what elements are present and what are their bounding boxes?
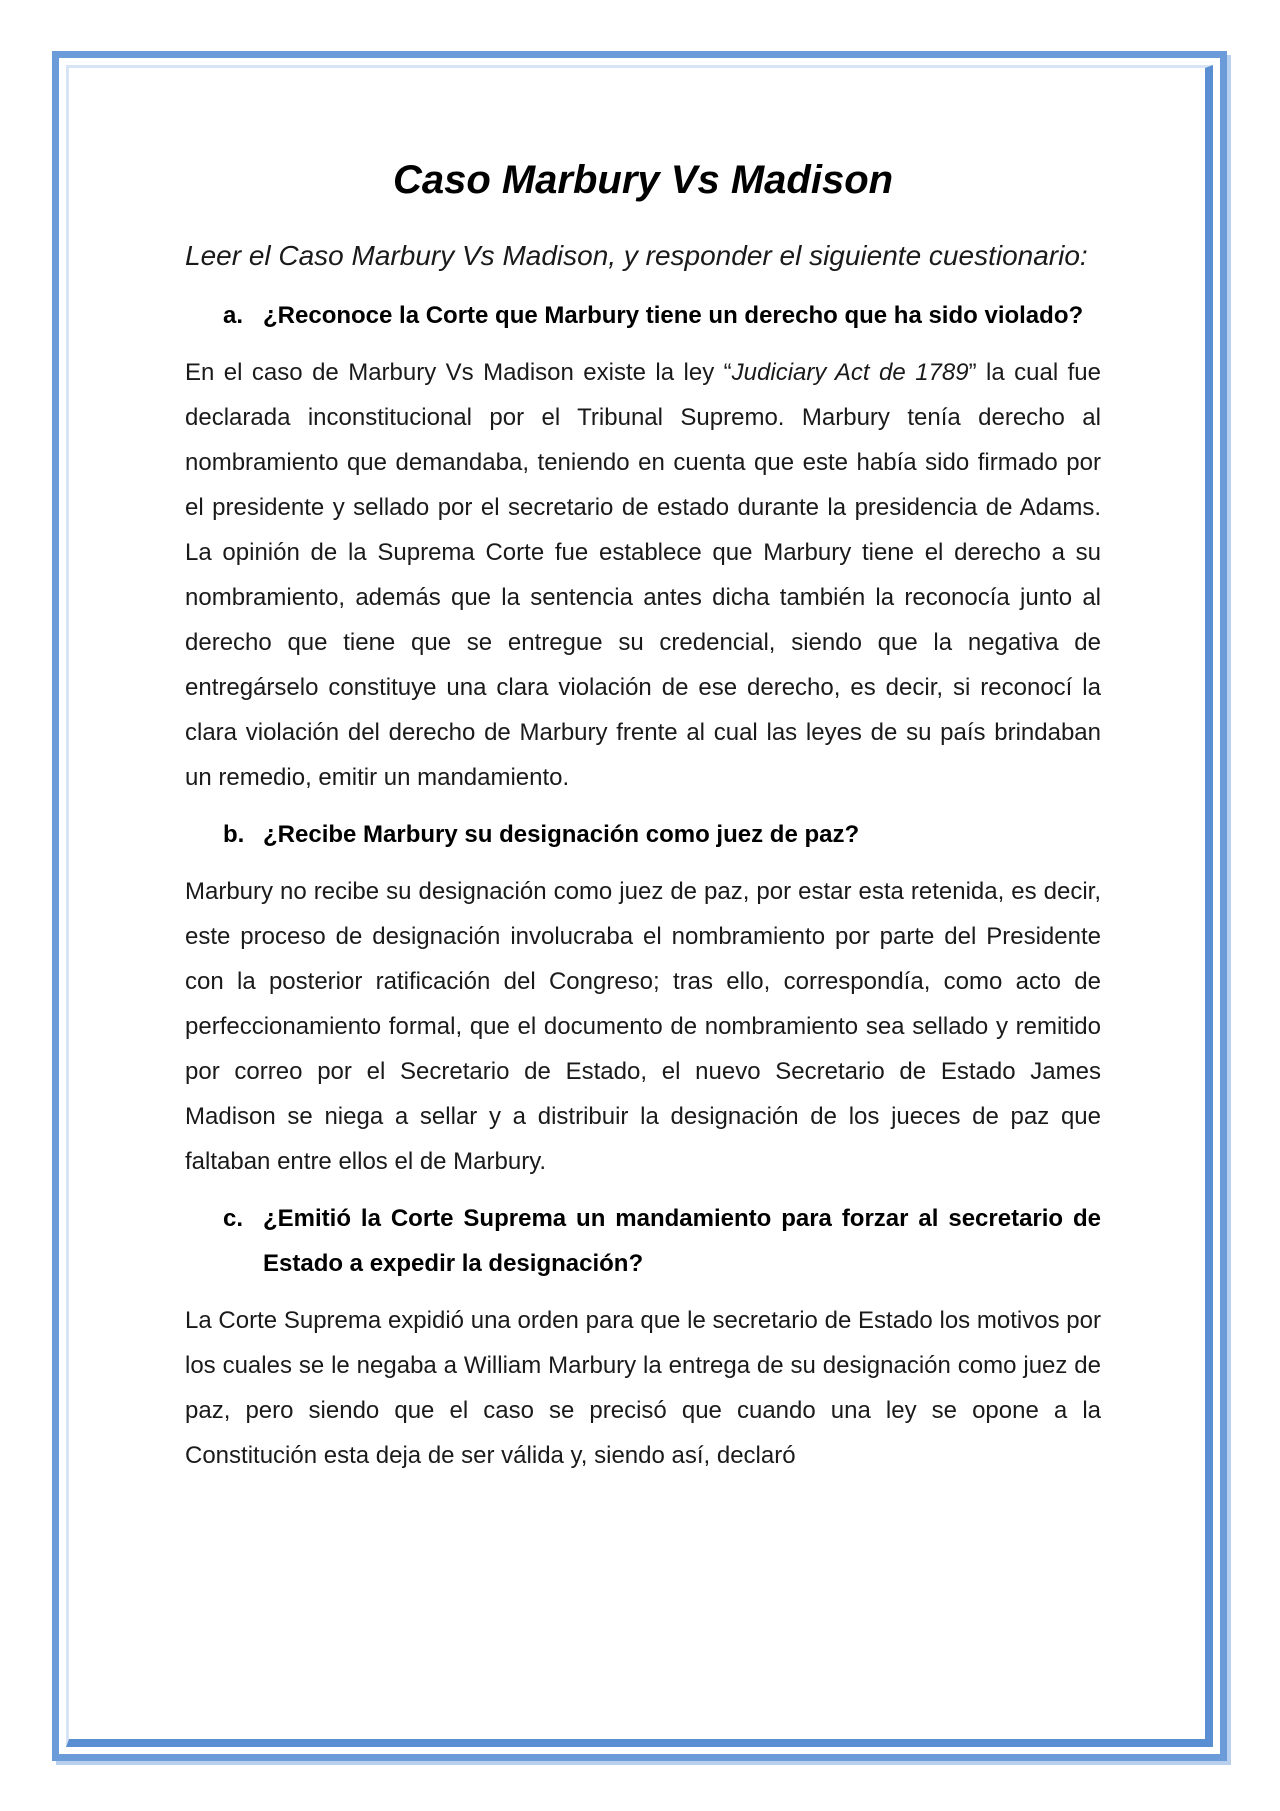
- document-intro: Leer el Caso Marbury Vs Madison, y responder el siguiente cuestionario:: [185, 240, 1088, 271]
- answer-italic-law-name: Judiciary Act de 1789: [731, 359, 969, 386]
- question-a: [185, 293, 1101, 338]
- document-body: [185, 150, 1101, 1490]
- document-title: Caso Marbury Vs Madison: [392, 158, 894, 202]
- question-letter: a.: [223, 302, 244, 329]
- answer-c: La Corte Suprema expidió una orden para que le secretario de Estado los motivos por los cuales se le negaba a William Marbury la entrega de su designación como juez de paz, pero siendo que el caso se precisó que cuando una ley se opone a la Constitución esta deja de ser válida y, siendo así, declaró: [185, 1307, 1101, 1469]
- question-b: [185, 812, 1101, 857]
- question-letter: c.: [223, 1205, 244, 1232]
- question-text: ¿Emitió la Corte Suprema un mandamiento para forzar al secretario de Estado a expedir la designación?: [263, 1205, 1101, 1277]
- question-text: ¿Reconoce la Corte que Marbury tiene un derecho que ha sido violado?: [263, 302, 1084, 329]
- answer-text: En el caso de Marbury Vs Madison existe la ley “: [185, 359, 732, 386]
- answer-a: [185, 350, 1101, 800]
- question-c: [185, 1196, 1101, 1286]
- answer-text: ” la cual fue declarada inconstitucional por el Tribunal Supremo. Marbury tenía derecho al nombramiento que demandaba, teniendo en cuenta que este había sido firmado por el presidente y sellado por el secretario de estado durante la presidencia de Adams. La opinión de la Suprema Corte fue establece que Marbury tiene el derecho a su nombramiento, además que la sentencia antes dicha también la reconocía junto al derecho que tiene que se entregue su credencial, siendo que la negativa de entregárselo constituye una clara violación de ese derecho, es decir, si reconocí la clara violación del derecho de Marbury frente al cual las leyes de su país brindaban un remedio, emitir un mandamiento.: [185, 359, 1101, 791]
- question-text: ¿Recibe Marbury su designación como juez de paz?: [263, 821, 860, 848]
- question-letter: b.: [223, 821, 245, 848]
- answer-b: Marbury no recibe su designación como juez de paz, por estar esta retenida, es decir, este proceso de designación involucraba el nombramiento por parte del Presidente con la posterior ratificación del Congreso; tras ello, correspondía, como acto de perfeccionamiento formal, que el documento de nombramiento sea sellado y remitido por correo por el Secretario de Estado, el nuevo Secretario de Estado James Madison se niega a sellar y a distribuir la designación de los jueces de paz que faltaban entre ellos el de Marbury.: [185, 878, 1101, 1175]
